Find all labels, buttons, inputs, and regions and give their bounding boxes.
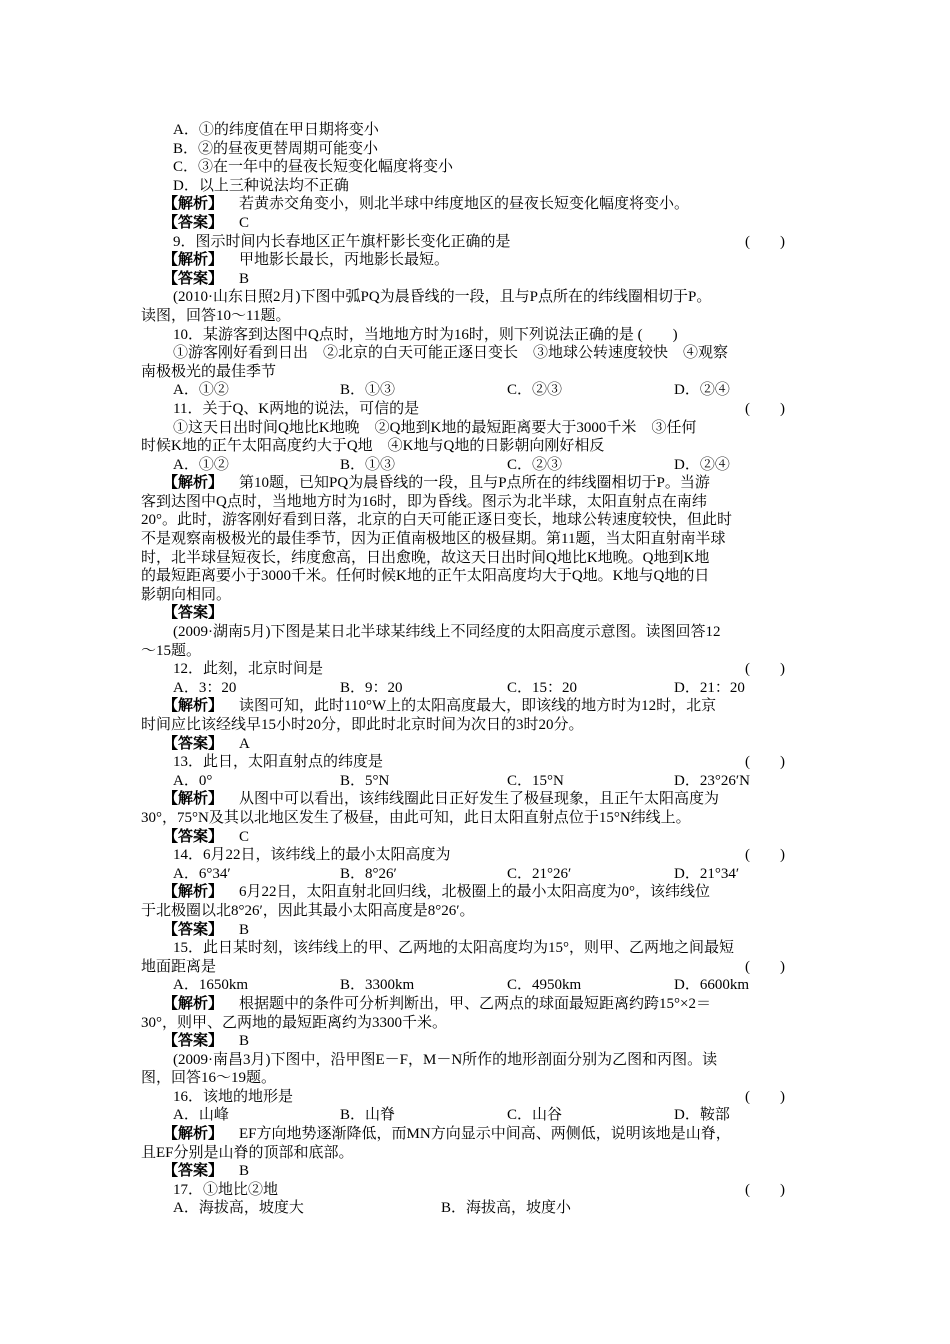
answer-label: 【答案】	[163, 605, 224, 622]
answer-label: 【答案】	[163, 1033, 224, 1050]
text-line	[141, 530, 811, 549]
option-item: C．15°N	[507, 772, 564, 789]
text-line	[141, 1144, 811, 1163]
text-line	[141, 158, 811, 177]
text-line	[141, 1032, 811, 1051]
option-item: B．5°N	[340, 772, 390, 789]
answer-bracket: ( )	[745, 1181, 785, 1198]
line-text: B．②的昼夜更替周期可能变小	[173, 140, 379, 157]
text-line	[141, 604, 811, 623]
option-item: A．①②	[173, 382, 229, 399]
text-line	[141, 883, 811, 902]
line-text: C	[239, 828, 250, 845]
analysis-label: 【解析】	[163, 1126, 224, 1143]
line-text: 根据题中的条件可分析判断出，甲、乙两点的球面最短距离约跨15°×2＝	[239, 995, 711, 1012]
answer-label: 【答案】	[163, 828, 224, 845]
text-line	[141, 437, 811, 456]
text-line	[141, 419, 811, 438]
question-text: 地面距离是	[141, 958, 217, 975]
text-line	[141, 697, 811, 716]
text-line	[141, 288, 811, 307]
text-line	[141, 307, 811, 326]
line-text: 的最短距离要小于3000千米。任何时候K地的正午太阳高度均大于Q地。K地与Q地的日	[141, 568, 710, 585]
question-text: 13．此日，太阳直射点的纬度是	[173, 754, 384, 771]
text-line	[141, 790, 811, 809]
option-item: D．21：20	[674, 679, 745, 696]
line-text: 从图中可以看出，该纬线圈此日正好发生了极昼现象，且正午太阳高度为	[239, 791, 720, 808]
line-text: A．①的纬度值在甲日期将变小	[173, 122, 379, 138]
option-item: C．4950km	[507, 977, 582, 994]
line-text: 读图，回答10～11题。	[141, 307, 291, 324]
text-line	[141, 1014, 811, 1033]
question-text: 9．图示时间内长春地区正午旗杆影长变化正确的是	[173, 233, 511, 250]
option-item: D．23°26′N	[674, 772, 750, 789]
text-line	[141, 1069, 811, 1088]
document-page	[141, 121, 811, 1218]
line-text: 客到达图中Q点时，当地地方时为16时，即为昏线。图示为北半球，太阳直射点在南纬	[141, 493, 707, 510]
line-text: A	[239, 735, 250, 752]
option-item: A．1650km	[173, 977, 249, 994]
option-item: C．山谷	[507, 1107, 563, 1124]
option-item: C．21°26′	[507, 865, 572, 882]
text-line	[141, 567, 811, 586]
options-line	[141, 381, 811, 400]
line-text: 不是观察南极极光的最佳季节，因为正值南极地区的极昼期。第11题，当太阳直射南半球	[141, 531, 726, 548]
line-text: 若黄赤交角变小，则北半球中纬度地区的昼夜长短变化幅度将变小。	[239, 196, 690, 213]
option-item: D．②④	[674, 382, 730, 399]
text-line	[141, 921, 811, 940]
text-line	[141, 493, 811, 512]
answer-bracket: ( )	[745, 233, 785, 250]
text-line	[141, 735, 811, 754]
answer-bracket: ( )	[745, 958, 785, 975]
options-line	[141, 976, 811, 995]
text-line	[141, 511, 811, 530]
answer-bracket: ( )	[745, 847, 785, 864]
line-text: 南极极光的最佳季节	[141, 363, 277, 380]
answer-bracket: ( )	[745, 400, 785, 417]
text-line	[141, 344, 811, 363]
line-text: 且EF分别是山脊的顶部和底部。	[141, 1144, 354, 1161]
analysis-label: 【解析】	[163, 475, 224, 492]
line-text: B	[239, 270, 250, 287]
option-item: D．6600km	[674, 977, 750, 994]
line-text: 15．此日某时刻，该纬线上的甲、乙两地的太阳高度均为15°，则甲、乙两地之间最短	[173, 940, 735, 957]
analysis-label: 【解析】	[163, 196, 224, 213]
option-item: C．②③	[507, 456, 563, 473]
analysis-label: 【解析】	[163, 884, 224, 901]
text-line	[141, 716, 811, 735]
line-text: C	[239, 214, 250, 231]
answer-bracket: ( )	[745, 1088, 785, 1105]
line-text: ①这天日出时间Q地比K地晚 ②Q地到K地的最短距离要大于3000千米 ③任何	[173, 419, 697, 436]
option-item: A．海拔高，坡度大	[173, 1200, 304, 1217]
line-text: 影朝向相同。	[141, 586, 232, 603]
option-item: B．9：20	[340, 679, 403, 696]
line-text: EF方向地势逐渐降低，而MN方向显示中间高、两侧低，说明该地是山脊，	[239, 1126, 731, 1143]
text-line	[141, 474, 811, 493]
line-text: 于北极圈以北8°26′，因此其最小太阳高度是8°26′。	[141, 902, 475, 919]
text-line	[141, 177, 811, 196]
option-item: A．①②	[173, 456, 229, 473]
option-item: A．3：20	[173, 679, 237, 696]
answer-label: 【答案】	[163, 214, 224, 231]
question-line	[141, 660, 811, 679]
question-line	[141, 400, 811, 419]
option-item: A．0°	[173, 772, 213, 789]
option-item: B．①③	[340, 456, 396, 473]
options-line	[141, 1199, 811, 1218]
option-item: D．21°34′	[674, 865, 740, 882]
text-line	[141, 1051, 811, 1070]
question-text: 11．关于Q、K两地的说法，可信的是	[173, 400, 420, 417]
option-item: B．①③	[340, 382, 396, 399]
text-line	[141, 939, 811, 958]
text-line	[141, 642, 811, 661]
line-text: 时，北半球昼短夜长，纬度愈高，日出愈晚，故这天日出时间Q地比K地晚。Q地到K地	[141, 549, 710, 566]
line-text: C．③在一年中的昼夜长短变化幅度将变小	[173, 159, 454, 176]
option-item: B．3300km	[340, 977, 415, 994]
line-text: 读图可知，此时110°W上的太阳高度最大，即该线的地方时为12时，北京	[239, 698, 717, 715]
option-item: D．鞍部	[674, 1107, 730, 1124]
line-text: (2009·南昌3月)下图中，沿甲图E－F，M－N所作的地形剖面分别为乙图和丙图。读	[173, 1051, 718, 1068]
text-line	[141, 140, 811, 159]
text-line	[141, 1162, 811, 1181]
question-text: 12．此刻，北京时间是	[173, 661, 324, 678]
options-line	[141, 865, 811, 884]
question-line	[141, 753, 811, 772]
analysis-label: 【解析】	[163, 252, 224, 269]
line-text: 时间应比该经线早15小时20分，即此时北京时间为次日的3时20分。	[141, 717, 584, 733]
line-text: 时候K地的正午太阳高度约大于Q地 ④K地与Q地的日影朝向刚好相反	[141, 438, 605, 455]
text-line	[141, 549, 811, 568]
option-item: C．②③	[507, 382, 563, 399]
question-text: 14．6月22日，该纬线上的最小太阳高度为	[173, 847, 451, 864]
line-text: B	[239, 1033, 250, 1050]
line-text: D．以上三种说法均不正确	[173, 177, 349, 194]
line-text: B	[239, 921, 250, 938]
question-line	[141, 1181, 811, 1200]
option-item: A．山峰	[173, 1107, 229, 1124]
options-line	[141, 456, 811, 475]
analysis-label: 【解析】	[163, 698, 224, 715]
text-line	[141, 326, 811, 345]
line-text: 10．某游客到达图中Q点时，当地地方时为16时，则下列说法正确的是 ( )	[173, 326, 678, 343]
options-line	[141, 772, 811, 791]
question-line	[141, 846, 811, 865]
options-line	[141, 1106, 811, 1125]
option-item: C．15：20	[507, 679, 578, 696]
line-text: 30°，则甲、乙两地的最短距离约为3300千米。	[141, 1014, 448, 1031]
line-text: (2010·山东日照2月)下图中弧PQ为晨昏线的一段，且与P点所在的纬线圈相切于P。	[173, 289, 712, 306]
options-line	[141, 679, 811, 698]
analysis-label: 【解析】	[163, 791, 224, 808]
option-item: B．山脊	[340, 1107, 396, 1124]
text-line	[141, 809, 811, 828]
answer-label: 【答案】	[163, 1163, 224, 1180]
answer-bracket: ( )	[745, 661, 785, 678]
line-text: ～15题。	[141, 642, 202, 659]
line-text: 30°，75°N及其以北地区发生了极昼，由此可知，此日太阳直射点位于15°N纬线上。	[141, 809, 691, 826]
text-line	[141, 121, 811, 140]
line-text: B	[239, 1163, 250, 1180]
option-item: D．②④	[674, 456, 730, 473]
line-text: 图，回答16～19题。	[141, 1070, 277, 1087]
option-item: A．6°34′	[173, 865, 231, 882]
answer-bracket: ( )	[745, 754, 785, 771]
text-line	[141, 902, 811, 921]
line-text: (2009·湖南5月)下图是某日北半球某纬线上不同经度的太阳高度示意图。读图回答12	[173, 624, 721, 641]
line-text: 第10题，已知PQ为晨昏线的一段，且与P点所在的纬线圈相切于P。当游	[239, 475, 710, 492]
question-text: 17．①地比②地	[173, 1181, 279, 1198]
line-text: 6月22日，太阳直射北回归线，北极圈上的最小太阳高度为0°，该纬线位	[239, 884, 711, 901]
question-line	[141, 1088, 811, 1107]
analysis-label: 【解析】	[163, 995, 224, 1012]
line-text: 甲地影长最长，丙地影长最短。	[239, 252, 450, 269]
answer-label: 【答案】	[163, 921, 224, 938]
line-text: ①游客刚好看到日出 ②北京的白天可能正逐日变长 ③地球公转速度较快 ④观察	[173, 345, 729, 362]
text-line	[141, 363, 811, 382]
line-text: 20°。此时，游客刚好看到日落，北京的白天可能正逐日变长，地球公转速度较快，但此时	[141, 512, 733, 529]
text-line	[141, 195, 811, 214]
text-line	[141, 623, 811, 642]
text-line	[141, 251, 811, 270]
question-text: 16．该地的地形是	[173, 1088, 294, 1105]
text-line	[141, 1125, 811, 1144]
question-line	[141, 958, 811, 977]
answer-label: 【答案】	[163, 270, 224, 287]
option-item: B．8°26′	[340, 865, 397, 882]
text-line	[141, 270, 811, 289]
text-line	[141, 586, 811, 605]
answer-label: 【答案】	[163, 735, 224, 752]
question-line	[141, 233, 811, 252]
text-line	[141, 214, 811, 233]
text-line	[141, 995, 811, 1014]
option-item: B．海拔高，坡度小	[441, 1200, 572, 1217]
text-line	[141, 828, 811, 847]
